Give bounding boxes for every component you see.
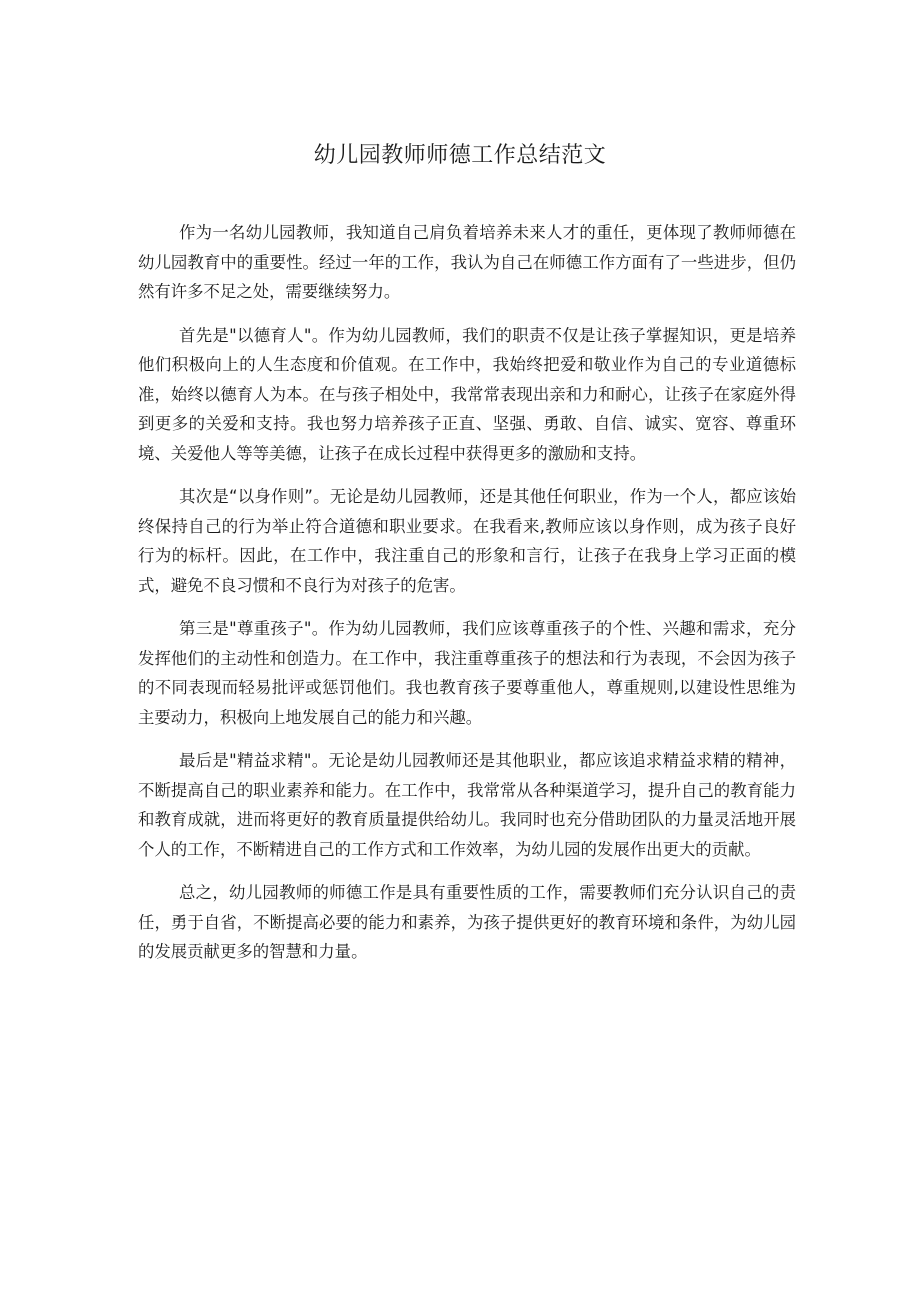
paragraph-lead-by-example: 其次是“以身作则”。无论是幼儿园教师，还是其他任何职业，作为一个人，都应该始终保持自己的行为举止符合道德和职业要求。在我看来,教师应该以身作则，成为孩子良好行为的标杆。因此，在工作中，我注重自己的形象和言行，让孩子在我身上学习正面的模式，避免不良习惯和不良行为对孩子的危害。 [138, 487, 796, 595]
paragraph-excellence: 最后是"精益求精"。无论是幼儿园教师还是其他职业，都应该追求精益求精的精神，不断提高自己的职业素养和能力。在工作中，我常常从各种渠道学习，提升自己的教育能力和教育成就，进而将更好的教育质量提供给幼儿。我同时也充分借助团队的力量灵活地开展个人的工作，不断精进自己的工作方式和工作效率，为幼儿园的发展作出更大的贡献。 [138, 751, 796, 859]
document-body [138, 218, 796, 981]
paragraph-virtue-education: 首先是"以德育人"。作为幼儿园教师，我们的职责不仅是让孩子掌握知识，更是培养他们积极向上的人生态度和价值观。在工作中，我始终把爱和敬业作为自己的专业道德标准，始终以德育人为本。在与孩子相处中，我常常表现出亲和力和耐心，让孩子在家庭外得到更多的关爱和支持。我也努力培养孩子正直、坚强、勇敢、自信、诚实、宽容、尊重环境、关爱他人等等美德，让孩子在成长过程中获得更多的激励和支持。 [138, 325, 796, 463]
paragraph-conclusion: 总之，幼儿园教师的师德工作是具有重要性质的工作，需要教师们充分认识自己的责任，勇于自省，不断提高必要的能力和素养，为孩子提供更好的教育环境和条件，为幼儿园的发展贡献更多的智慧和力量。 [138, 883, 796, 961]
paragraph-respect-children: 第三是"尊重孩子"。作为幼儿园教师，我们应该尊重孩子的个性、兴趣和需求，充分发挥他们的主动性和创造力。在工作中，我注重尊重孩子的想法和行为表现，不会因为孩子的不同表现而轻易批评或惩罚他们。我也教育孩子要尊重他人，尊重规则,以建设性思维为主要动力，积极向上地发展自己的能力和兴趣。 [138, 619, 796, 727]
document-title: 幼儿园教师师德工作总结范文 [313, 143, 607, 168]
paragraph-intro: 作为一名幼儿园教师，我知道自己肩负着培养未来人才的重任，更体现了教师师德在幼儿园教育中的重要性。经过一年的工作，我认为自己在师德工作方面有了一些进步，但仍然有许多不足之处，需要继续努力。 [138, 223, 796, 301]
